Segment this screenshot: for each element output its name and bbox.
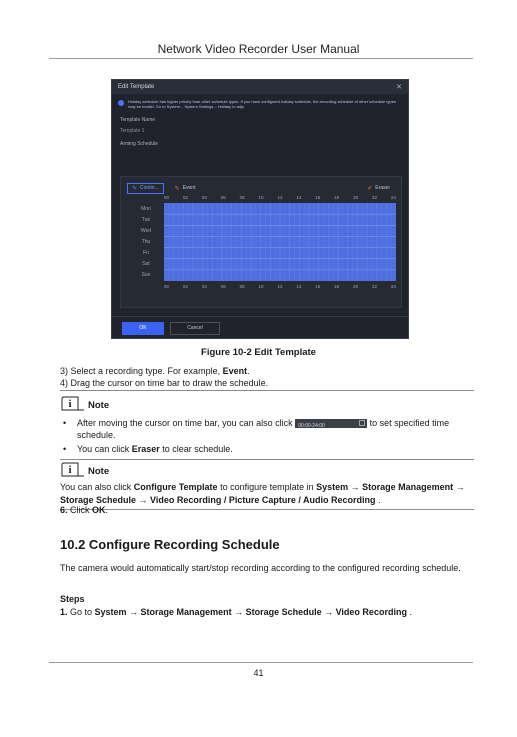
cancel-button[interactable]: Cancel <box>170 322 220 335</box>
hour-label: 12 <box>277 284 283 289</box>
eraser-tool-label: Eraser <box>375 185 390 191</box>
day-label: Thu <box>141 239 151 245</box>
section-step-1-text: Go to <box>67 607 95 617</box>
section-paragraph: The camera would automatically start/stop recording according to the configured recording schedule. <box>60 563 461 573</box>
time-range-value: 00:00-24:00 <box>298 423 325 430</box>
dialog-footer <box>112 316 408 338</box>
note-bullet-2-text: You can click <box>77 444 132 454</box>
note-header <box>60 391 474 411</box>
template-name-label: Template Name <box>120 117 156 123</box>
hour-label: 16 <box>315 195 321 200</box>
dialog-info-text: Holiday schedule has higher priority than other schedule types. If you have configured holiday schedule, the recording schedule of other schedule types may be invalid. Go to System – System Settings – Holiday to adju <box>128 99 396 109</box>
step-6-bold: OK <box>92 505 106 515</box>
section-step-1-path: System → Storage Management → Storage Schedule → Video Recording <box>94 607 407 617</box>
ok-button[interactable]: OK <box>122 322 164 335</box>
svg-text:i: i <box>68 398 72 410</box>
hour-label: 14 <box>296 284 302 289</box>
hour-label: 18 <box>334 195 340 200</box>
note-box-1 <box>60 390 474 460</box>
note-2-part-3: . <box>375 495 381 505</box>
hour-label: 24 <box>390 284 396 289</box>
info-icon <box>118 100 124 106</box>
step-3 <box>60 366 250 376</box>
step-3-bold: Event <box>222 366 248 376</box>
note-icon <box>60 461 86 477</box>
day-label: Sun <box>141 272 151 278</box>
pencil-icon: ✎ <box>132 185 138 192</box>
hour-label: 10 <box>258 284 264 289</box>
hour-label: 22 <box>371 195 377 200</box>
page-header-title: Network Video Recorder User Manual <box>157 42 360 56</box>
hour-label: 00 <box>164 195 170 200</box>
note-box-2 <box>60 457 474 510</box>
template-name-field[interactable]: Template 1 <box>120 128 145 134</box>
hour-label: 18 <box>334 284 340 289</box>
note-bullet-2-after: to clear schedule. <box>159 444 233 454</box>
hour-axis-top <box>164 195 396 200</box>
hour-label: 20 <box>353 284 359 289</box>
hour-label: 04 <box>201 195 207 200</box>
hour-label: 06 <box>220 284 226 289</box>
svg-text:i: i <box>68 464 72 476</box>
dialog-title: Edit Template <box>118 84 155 90</box>
hour-label: 10 <box>258 195 264 200</box>
close-icon[interactable]: ✕ <box>396 84 402 91</box>
note-label: Note <box>88 400 110 411</box>
step-4: 4) Drag the cursor on time bar to draw the schedule. <box>60 378 269 388</box>
steps-heading: Steps <box>60 594 85 604</box>
step-6 <box>60 505 108 515</box>
arming-schedule-label: Arming Schedule <box>120 141 159 147</box>
hour-label: 20 <box>353 195 359 200</box>
pencil-icon: ✎ <box>174 185 180 192</box>
hour-label: 08 <box>239 195 245 200</box>
hour-label: 14 <box>296 195 302 200</box>
note-2-menu-path: System → Storage Management → Storage Schedule → Video Recording / Picture Capture / Audio Recording <box>60 482 465 505</box>
hour-label: 06 <box>220 195 226 200</box>
note-bullet-2-bold: Eraser <box>131 444 160 454</box>
day-label: Tue <box>141 217 151 223</box>
clock-icon <box>359 420 365 426</box>
dialog-info-banner <box>118 99 402 109</box>
step-6-text: Click <box>67 505 93 515</box>
eraser-icon: ✐ <box>367 185 373 192</box>
note-2-configure-template: Configure Template <box>133 482 218 492</box>
hour-axis-bottom <box>164 284 396 289</box>
header-rule <box>49 58 473 59</box>
step-6-suffix: . <box>105 505 109 515</box>
eraser-tool-button[interactable] <box>362 183 395 194</box>
time-input-sample <box>295 419 367 428</box>
note-bullet-2: • You can click Eraser to clear schedule. <box>63 444 233 454</box>
hour-label: 16 <box>315 284 321 289</box>
day-label: Wed <box>140 228 152 234</box>
footer-rule <box>49 662 473 663</box>
day-labels <box>132 204 160 281</box>
continuous-tool-label: Contin... <box>140 185 159 191</box>
hour-label: 00 <box>164 284 170 289</box>
step-6-number: 6. <box>60 505 68 515</box>
note-header-2 <box>60 457 474 477</box>
continuous-tool-button[interactable] <box>127 183 164 194</box>
note-2-part-2: to configure template in <box>217 482 317 492</box>
day-label: Fri <box>143 250 149 256</box>
note-2-part-1: You can also click <box>60 482 134 492</box>
hour-label: 04 <box>201 284 207 289</box>
figure-caption: Figure 10-2 Edit Template <box>201 347 316 358</box>
note-2-text <box>60 481 474 507</box>
section-heading: 10.2 Configure Recording Schedule <box>60 537 280 552</box>
section-step-1 <box>60 607 412 617</box>
hour-label: 24 <box>390 195 396 200</box>
day-label: Sat <box>142 261 150 267</box>
note-icon <box>60 395 86 411</box>
note-bullet-1-text: After moving the cursor on time bar, you can also click <box>77 418 293 428</box>
note-label-2: Note <box>88 466 110 477</box>
note-bullet-1-after: to set specified time schedule. <box>77 418 450 440</box>
step-3-suffix: . <box>247 366 250 376</box>
event-tool-button[interactable] <box>170 183 201 194</box>
step-3-text: 3) Select a recording type. For example, <box>60 366 223 376</box>
day-label: Mon <box>141 206 151 212</box>
section-step-1-suffix: . <box>406 607 412 617</box>
hour-label: 02 <box>182 284 188 289</box>
schedule-toolbar <box>127 182 395 194</box>
note-bullet-1: • After moving the cursor on time bar, you can also click 00:00-24:00 to set specified time schedule. <box>63 418 450 440</box>
hour-label: 22 <box>371 284 377 289</box>
event-tool-label: Event <box>182 185 196 191</box>
page-number: 41 <box>253 668 264 678</box>
section-step-1-number: 1. <box>60 607 68 617</box>
hour-label: 12 <box>277 195 283 200</box>
dialog-titlebar <box>112 80 408 94</box>
hour-label: 02 <box>182 195 188 200</box>
schedule-time-grid[interactable] <box>164 203 396 281</box>
hour-label: 08 <box>239 284 245 289</box>
